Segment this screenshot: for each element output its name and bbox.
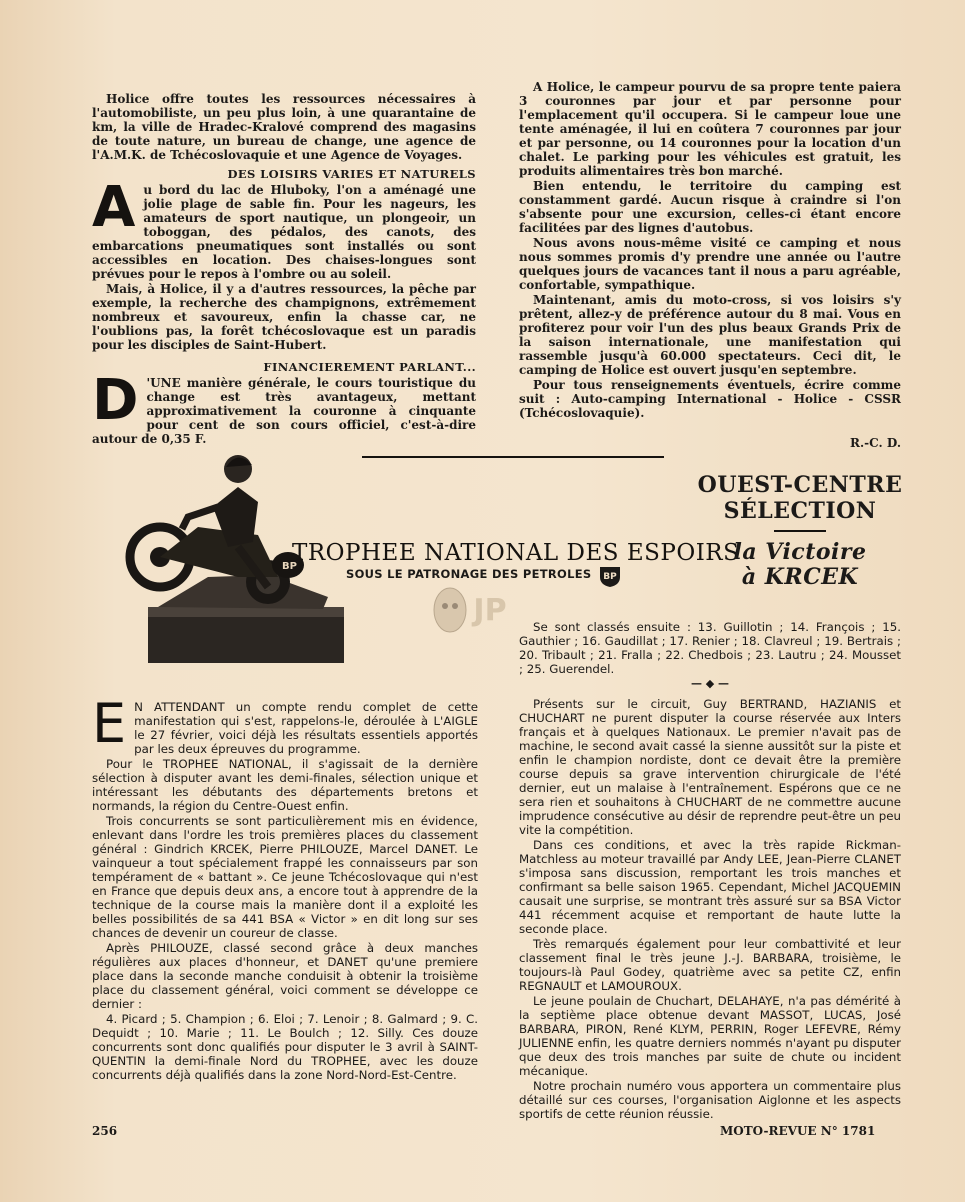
- page-number: 256: [92, 1124, 118, 1138]
- dropcap-e: E: [92, 692, 127, 755]
- stamp-text: JP: [473, 593, 507, 628]
- intro-paragraph: Holice offre toutes les ressources nécessaires à l'automobiliste, un peu plus loin, à une quarantaine de km, la ville de Hradec-Kralové comprend des magasins de toute nature, un bureau de change, une agence de l'A.M.K. de Tchécoslovaquie et une Agence de Voyages.: [92, 92, 476, 162]
- trophee-paragraph: Pour le TROPHEE NATIONAL, il s'agissait de la dernière sélection à disputer avant les demi-finales, sélection unique et intéressant les débutants des départements bretons et normands, la région du Centre-Ouest enfin.: [92, 757, 478, 813]
- bp-logo-icon: [598, 564, 622, 588]
- visite-paragraph: Nous avons nous-même visité ce camping et nous nous sommes promis d'y prendre une année ou l'autre quelques jours de vacances tant il nous a paru agréable, confortable, sympathique.: [519, 236, 901, 292]
- finance-paragraph: [92, 368, 476, 446]
- dropcap-a: A: [92, 175, 136, 240]
- conditions-paragraph: Dans ces conditions, et avec la très rapide Rickman-Matchless au moteur travaillé par Andy LEE, Jean-Pierre CLANET s'imposa sans discussion, remportant les trois manches et confirmant sa belle saison 1965. Cependant, Michel JACQUEMIN causait une surprise, se montrant très assuré sur sa BSA Victor 441 récemment acquise et remportant de haute lutte la seconde place.: [519, 838, 901, 936]
- ensuite-paragraph: Se sont classés ensuite : 13. Guillotin ; 14. François ; 15. Gauthier ; 16. Gaudillat ; 17. Renier ; 18. Clavreul ; 19. Bertrais ; 20. Tribault ; 21. Fralla ; 22. Chedbois ; 23. Lautru ; 24. Mousset ; 25. Guerendel.: [519, 620, 901, 676]
- renseignements-paragraph: Pour tous renseignements éventuels, écrire comme suit : Auto-camping International - Holice - CSSR (Tchécoslovaquie).: [519, 378, 901, 420]
- campeur-paragraph: A Holice, le campeur pourvu de sa propre tente paiera 3 couronnes par jour et par personne pour l'emplacement qu'il occupera. Si le campeur loue une tente aménagée, il lui en coûtera 7 couronnes par jour et par personne, ou 14 couronnes pour la location d'un chalet. Le parking pour les véhicules est gratuit, les produits alimentaires très bon marché.: [519, 80, 901, 178]
- section-title-block: [686, 472, 914, 590]
- watermark-stamp: [428, 582, 524, 638]
- dropcap-d: D: [92, 368, 139, 433]
- attendant-text: N ATTENDANT un compte rendu complet de cette manifestation qui s'est, rappelons-le, déroulée à L'AIGLE le 27 février, voici déjà les résultats essentiels apportés par les deux épreuves du programme.: [134, 700, 478, 756]
- loisirs-paragraph: [92, 175, 476, 281]
- heading-finance: FINANCIEREMENT PARLANT...: [263, 360, 476, 374]
- section-title-line2: SÉLECTION: [723, 498, 877, 524]
- presents-paragraph: Présents sur le circuit, Guy BERTRAND, HAZIANIS et CHUCHART ne purent disputer la course réservée aux Inters français et à quelques Nationaux. Le premier n'avait pas de machine, le second avait cassé la sienne aussitôt sur la piste et enfin le champion nordiste, dont ce devait être la première course depuis sa grave intervention chirurgicale de l'été dernier, eut un malaise à l'entraînement. Espérons que ce ne sera rien et souhaitons à CHUCHART de ne commettre aucune imprudence consécutive au désir de reprendre peut-être un peu vite la compétition.: [519, 697, 901, 837]
- heading-loisirs: DES LOISIRS VARIES ET NATURELS: [227, 167, 476, 181]
- prochain-paragraph: Notre prochain numéro vous apportera un commentaire plus détaillé sur ces courses, l'organisation Aiglonne et les aspects sportifs de cette réunion réussie.: [519, 1079, 901, 1121]
- motocross-paragraph: Maintenant, amis du moto-cross, si vos loisirs s'y prêtent, allez-y de préférence autour du 8 mai. Vous en profiterez pour voir l'un des plus beaux Grands Prix de la saison internationale, une manifestation qui rassemble jusqu'à 60.000 spectateurs. Ceci dit, le camping de Holice est ouvert jusqu'en septembre.: [519, 293, 901, 377]
- svg-text:BP: BP: [282, 561, 297, 572]
- section-title-line1: OUEST-CENTRE: [697, 472, 903, 498]
- remarques-paragraph: Très remarqués également pour leur combattivité et leur classement final le très jeune J.-J. BARBARA, troisième, le toujours-là Paul Godey, quatrième avec sa petite CZ, enfin REGNAULT et LAMOUROUX.: [519, 937, 901, 993]
- classement-paragraph: 4. Picard ; 5. Champion ; 6. Eloi ; 7. Lenoir ; 8. Galmard ; 9. C. Dequidt ; 10. Marie ; 11. Le Boulch ; 12. Silly. Ces douze concurrents sont donc qualifiés pour disputer le 3 avril à SAINT-QUENTIN la demi-finale Nord du TROPHEE, avec les douze concurrents déjà qualifiés dans la zone Nord-Nord-Est-Centre.: [92, 1012, 478, 1082]
- patronage-text: SOUS LE PATRONAGE DES PETROLES: [346, 567, 592, 581]
- finance-text: 'UNE manière générale, le cours touristique du change est très avantageux, mettant approximativement la couronne à cinquante pour cent de son cours officiel, c'est-à-dire autour de 0,35 F.: [92, 376, 476, 446]
- loisirs-text: u bord du lac de Hluboky, l'on a aménagé une jolie plage de sable fin. Pour les nageurs, les amateurs de sport nautique, un plongeoir, un toboggan, des pédalos, des canots, des embarcations pneumatiques sont installés ou sont accessibles en location. Des chaises-longues sont prévues pour le repos à l'ombre ou au soleil.: [92, 183, 476, 281]
- bp-logo-text: BP: [603, 572, 617, 582]
- section-divider-rule: [362, 456, 664, 458]
- garde-paragraph: Bien entendu, le territoire du camping est constamment gardé. Aucun risque à craindre si l'on s'absente pour une excursion, celles-ci étant encore facilitées par des lignes d'autobus.: [519, 179, 901, 235]
- mais-paragraph: Mais, à Holice, il y a d'autres ressources, la pêche par exemple, la recherche des champignons, extrêmement nombreux et savoureux, enfin la chasse car, ne l'oublions pas, la forêt tchécoslovaque est un paradis pour les disciples de Saint-Hubert.: [92, 282, 476, 352]
- title-underline: [774, 530, 826, 532]
- philouze-paragraph: Après PHILOUZE, classé second grâce à deux manches régulières aux places d'honneur, et DANET qu'une premiere place dans la seconde manche conduisit à obtenir la troisième place du classement général, voici comment se développe ce dernier :: [92, 941, 478, 1011]
- poulain-paragraph: Le jeune poulain de Chuchart, DELAHAYE, n'a pas démérité à la septième place obtenue devant MASSOT, LUCAS, José BARBARA, PIRON, René KLYM, PERRIN, Roger LEFEVRE, Rémy JULIENNE enfin, les quatre derniers nommés n'ayant pu disputer que deux des trois manches par suite de chute ou incident mécanique.: [519, 994, 901, 1078]
- section-subtitle-line2: à KRCEK: [741, 564, 859, 590]
- magazine-issue: MOTO-REVUE N° 1781: [720, 1124, 876, 1138]
- trophy-title: TROPHEE NATIONAL DES ESPOIRS: [292, 540, 740, 566]
- bottom-left-column: [92, 692, 478, 1083]
- trois-paragraph: Trois concurrents se sont particulièrement mis en évidence, enlevant dans l'ordre les trois premières places du classement général : Gindrich KRCEK, Pierre PHILOUZE, Marcel DANET. Le vainqueur a tout spécialement frappé les connaisseurs par son tempérament de « battant ». Ce jeune Tchécoslovaque qui n'est en France que depuis deux ans, a encore tout à apprendre de la technique de la course mais la manière dont il a exploité les belles possibilités de sa 441 BSA « Victor » en dit long sur ses chances de devenir un coureur de classe.: [92, 814, 478, 940]
- paragraph-separator: — ◆ —: [690, 677, 730, 690]
- bottom-right-column: [519, 620, 901, 1122]
- attendant-paragraph: [92, 692, 478, 756]
- section-subtitle-line1: la Victoire: [733, 539, 867, 565]
- top-left-column: [92, 92, 476, 447]
- top-right-column: [519, 80, 901, 450]
- author-signature: R.-C. D.: [850, 436, 901, 450]
